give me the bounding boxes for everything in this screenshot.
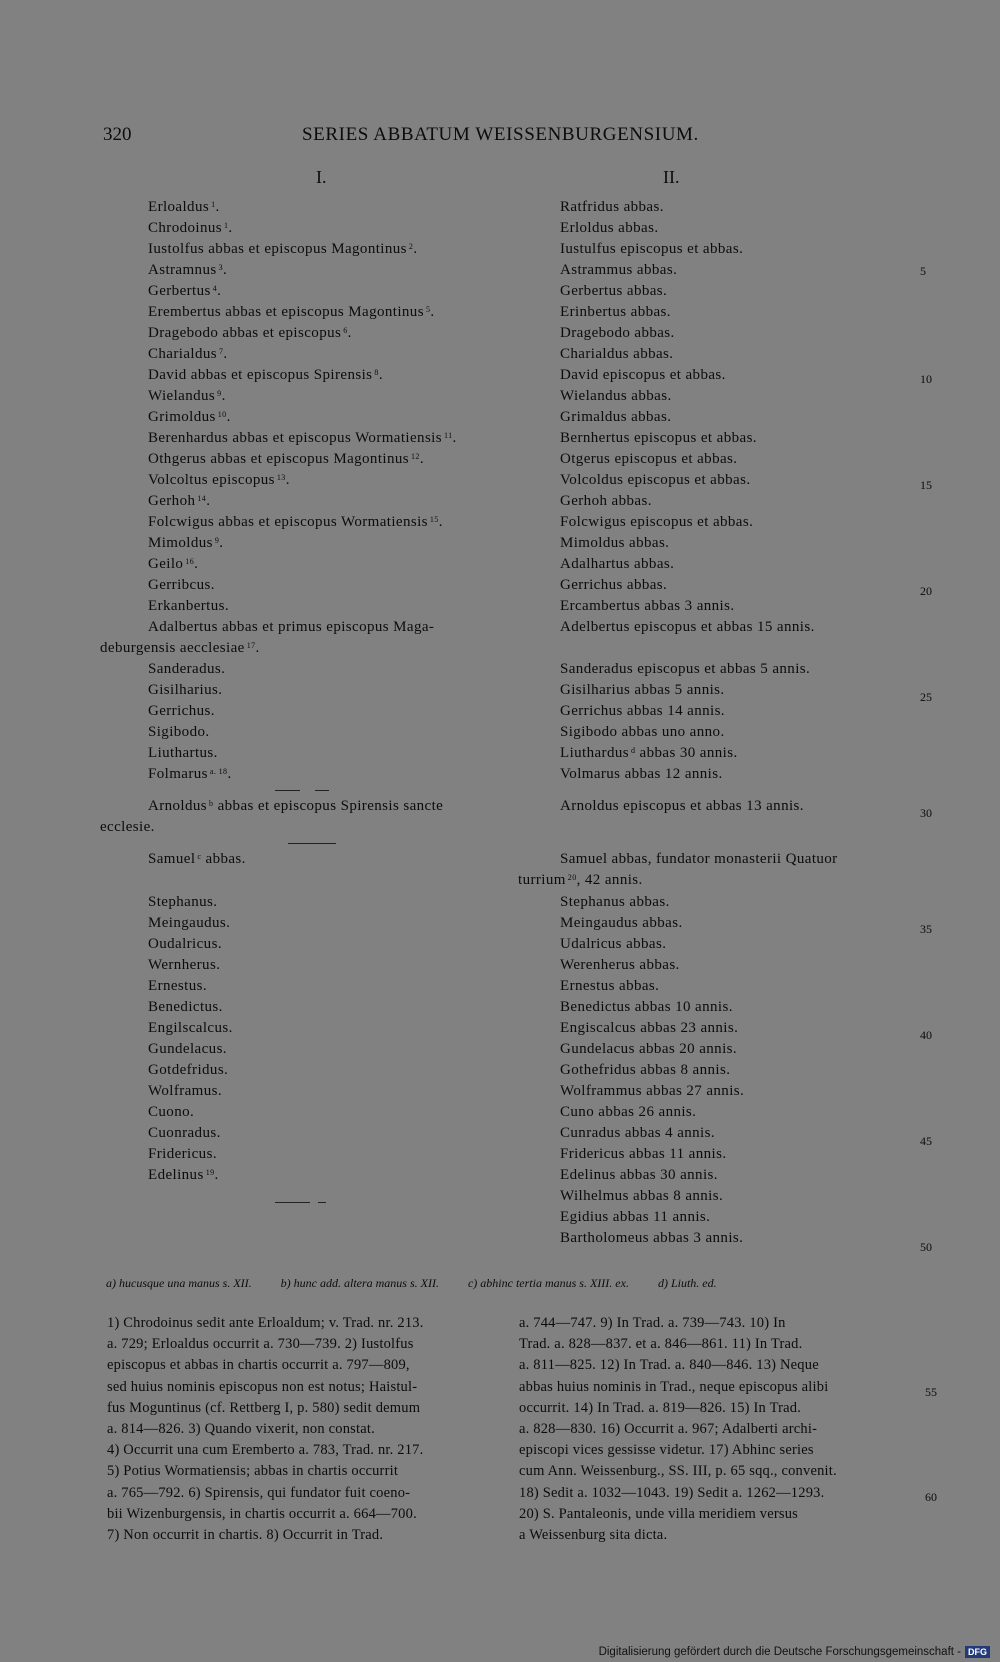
right-column-entry-text: Grimaldus abbas. (560, 409, 672, 425)
right-column-entry-text: Volmarus abbas 12 annis. (560, 766, 723, 782)
right-column-entry-text: Otgerus episcopus et abbas. (560, 451, 738, 467)
short-rule (318, 1202, 326, 1203)
left-column-entry (148, 239, 417, 260)
left-column-entry-suffix: . (227, 766, 232, 782)
right-column-entry-text: turrium (518, 872, 566, 888)
right-column-entry-text: Erloldus abbas. (560, 220, 659, 236)
right-column-entry (560, 218, 658, 239)
left-column-entry-suffix: . (413, 241, 418, 257)
left-column-entry (148, 365, 383, 386)
right-column-entry (560, 596, 735, 617)
short-rule (275, 790, 300, 791)
margin-line-number: 25 (920, 690, 932, 704)
right-column-entry (560, 1123, 715, 1144)
right-column-entry (560, 554, 674, 575)
right-column-entry (560, 407, 671, 428)
right-column-entry (560, 386, 672, 407)
left-column-entry-text: Iustolfus abbas et episcopus Magontinus (148, 241, 407, 257)
right-column-entry-text: Fridericus abbas 11 annis. (560, 1146, 727, 1162)
footnote-marker: 15 (429, 515, 439, 524)
left-column-entry-text: Stephanus. (148, 894, 218, 910)
right-column-entry (560, 449, 737, 470)
footnote-marker: 11 (443, 431, 453, 440)
left-column-entry-text: Edelinus (148, 1167, 204, 1183)
footnote-line: episcopus et abbas in chartis occurrit a. 797—809, (107, 1357, 410, 1374)
right-column-entry (560, 743, 738, 764)
footnote-line: 7) Non occurrit in chartis. 8) Occurrit in Trad. (107, 1527, 384, 1544)
left-column-entry (148, 596, 229, 617)
footnote-marker: 9 (217, 389, 222, 398)
margin-line-number: 15 (920, 478, 932, 492)
left-column-entry-suffix: . (226, 409, 231, 425)
left-column-entry (148, 554, 198, 575)
left-column-entry-text: ecclesie. (100, 819, 155, 835)
left-column-entry (148, 722, 210, 743)
page-number: 320 (103, 124, 132, 145)
footnote-marker: b (209, 799, 214, 808)
right-column-entry-text: Volcoldus episcopus et abbas. (560, 472, 751, 488)
short-rule (315, 790, 329, 791)
footnote-line: a. 811—825. 12) In Trad. a. 840—846. 13) Neque (519, 1357, 819, 1374)
left-column-entry (148, 281, 221, 302)
right-column-entry-text: Gerbertus abbas. (560, 283, 668, 299)
right-column-entry-text: Udalricus abbas. (560, 936, 667, 952)
right-column-entry-text: Dragebodo abbas. (560, 325, 675, 341)
footnote-marker: 14 (197, 494, 207, 503)
left-column-entry-text: Astramnus (148, 262, 217, 278)
apparatus-note: d) Liuth. ed. (657, 1276, 717, 1290)
footnote-marker: 17 (246, 641, 256, 650)
footnote-marker: 4 (212, 284, 218, 293)
right-column-entry-text: Benedictus abbas 10 annis. (560, 999, 733, 1015)
footnotes-left (107, 1313, 424, 1546)
left-column-entry-suffix: . (194, 556, 199, 572)
right-column-entry (560, 365, 726, 386)
margin-line-number: 60 (925, 1490, 937, 1504)
footnote-marker: 1 (211, 200, 216, 209)
left-column-entry (148, 323, 352, 344)
right-column-entry (560, 323, 675, 344)
left-column-entry-suffix: . (228, 220, 233, 236)
right-column-entry (560, 1081, 744, 1102)
right-column-entry (560, 722, 725, 743)
right-column-entry (560, 344, 673, 365)
left-column-entry (148, 849, 246, 870)
left-column-entry-text: Wernherus. (148, 957, 221, 973)
short-rule (288, 843, 336, 844)
right-column-entry (560, 533, 669, 554)
left-column-entry-suffix: . (378, 367, 383, 383)
short-rule (275, 1202, 310, 1203)
left-column-entry-text: Erkanbertus. (148, 598, 230, 614)
margin-line-number: 50 (920, 1240, 932, 1254)
footnote-marker: c (197, 852, 202, 861)
right-column-entry-text: Ernestus abbas. (560, 978, 660, 994)
left-column-entry-suffix: . (438, 514, 443, 530)
right-column-entry-text: Bernhertus episcopus et abbas. (560, 430, 757, 446)
footnote-marker: 10 (217, 410, 227, 419)
apparatus-note: a) hucusque una manus s. XII. (106, 1276, 252, 1290)
left-column-entry (148, 1018, 233, 1039)
right-column-entry-text: Liuthardus (560, 745, 629, 761)
left-column-entry-text: Dragebodo abbas et episcopus (148, 325, 342, 341)
left-column-entry-text: Cuono. (148, 1104, 195, 1120)
left-column-entry-text: Geilo (148, 556, 184, 572)
footnote-line: a. 744—747. 9) In Trad. a. 739—743. 10) In (519, 1315, 786, 1331)
left-column-entry-suffix: . (223, 262, 228, 278)
right-column-entry-text: Folcwigus episcopus et abbas. (560, 514, 754, 530)
left-column-entry (148, 997, 223, 1018)
footnote-marker: 13 (276, 473, 286, 482)
left-column-entry-text: Fridericus. (148, 1146, 217, 1162)
right-column-entry-text: Gundelacus abbas 20 annis. (560, 1041, 738, 1057)
left-column-entry-suffix: . (223, 346, 228, 362)
footnote-marker: 1 (224, 221, 229, 230)
footnote-line: 20) S. Pantaleonis, unde villa meridiem versus (519, 1505, 799, 1522)
footnote-line: 18) Sedit a. 1032—1043. 19) Sedit a. 1262—1293. (519, 1484, 825, 1501)
left-column-entry (148, 512, 443, 533)
right-column-entry (560, 491, 652, 512)
margin-line-number: 45 (920, 1134, 932, 1148)
right-column-entry-text: Edelinus abbas 30 annis. (560, 1167, 718, 1183)
left-column-entry (148, 428, 457, 449)
left-column-entry-text: Othgerus abbas et episcopus Magontinus (148, 451, 409, 467)
left-column-entry (148, 218, 233, 239)
left-column-entry-text: Gundelacus. (148, 1041, 227, 1057)
right-column-entry-text: Iustulfus episcopus et abbas. (560, 241, 744, 257)
left-column-entry (148, 659, 225, 680)
left-column-entry (148, 796, 443, 817)
left-column-entry-text: Gisilharius. (148, 682, 223, 698)
footnote-marker: 12 (411, 452, 420, 461)
footnote-marker: 3 (218, 263, 224, 272)
right-column-entry (560, 934, 666, 955)
left-column-entry (148, 1144, 217, 1165)
right-column-entry-text: Cunradus abbas 4 annis. (560, 1125, 716, 1141)
footnote-marker: d (631, 746, 636, 755)
left-column-entry-suffix: . (255, 640, 260, 656)
left-column-entry-text: Oudalricus. (148, 936, 222, 952)
left-column-entry (148, 386, 226, 407)
footnote-marker: 5 (425, 305, 431, 314)
right-column-entry (560, 701, 725, 722)
dfg-logo: DFG (965, 1646, 990, 1658)
right-column-entry-text: Meingaudus abbas. (560, 915, 683, 931)
left-column-entry-suffix: . (419, 451, 424, 467)
left-column-entry-text: Wolframus. (148, 1083, 223, 1099)
right-column-entry (560, 1039, 737, 1060)
left-column-entry-text: Folmarus (148, 766, 208, 782)
apparatus-note: c) abhinc tertia manus s. XIII. ex. (467, 1276, 629, 1290)
right-column-entry-text: Werenherus abbas. (560, 957, 680, 973)
left-column-entry-text: Erembertus abbas et episcopus Magontinus (148, 304, 424, 320)
margin-line-number: 10 (920, 372, 932, 386)
footnote-line: a. 814—826. 3) Quando vixerit, non constat. (107, 1421, 375, 1438)
left-column-entry (148, 260, 227, 281)
left-column-entry-text: Chrodoinus (148, 220, 223, 236)
left-column-entry-text: Cuonradus. (148, 1125, 221, 1141)
margin-line-number: 20 (920, 584, 932, 598)
left-column-entry-suffix: . (430, 304, 435, 320)
left-column-entry (100, 638, 260, 659)
right-column-entry (560, 1165, 718, 1186)
left-column-entry (148, 1081, 222, 1102)
left-column-entry-text: Erloaldus (148, 199, 210, 215)
right-column-entry-text: Gothefridus abbas 8 annis. (560, 1062, 731, 1078)
right-column-entry-text: Wilhelmus abbas 8 annis. (560, 1188, 724, 1204)
left-column-entry-suffix: abbas et episcopus Spirensis sancte (213, 798, 444, 814)
left-column-entry-text: Gerribcus. (148, 577, 215, 593)
footnote-line: 4) Occurrit una cum Eremberto a. 783, Trad. nr. 217. (107, 1442, 424, 1459)
column-heading-left: I. (316, 167, 327, 187)
left-column-entry-text: Adalbertus abbas et primus episcopus Maga- (148, 619, 435, 635)
margin-line-number: 5 (920, 264, 926, 278)
left-column-entry-text: David abbas et episcopus Spirensis (148, 367, 373, 383)
left-column-entry-text: Meingaudus. (148, 915, 231, 931)
left-column-entry-text: Mimoldus (148, 535, 213, 551)
right-column-entry-suffix: , 42 annis. (576, 872, 643, 888)
left-column-entry-text: Wielandus (148, 388, 216, 404)
left-column-entry-text: deburgensis aecclesiae (100, 640, 245, 656)
right-column-entry-text: Gerrichus abbas. (560, 577, 668, 593)
left-column-entry (148, 1102, 194, 1123)
right-column-entry (560, 976, 659, 997)
right-column-entry-text: Gerrichus abbas 14 annis. (560, 703, 725, 719)
left-column-entry-text: Benedictus. (148, 999, 223, 1015)
left-column-entry-text: Gotdefridus. (148, 1062, 229, 1078)
right-column-entry (560, 1186, 723, 1207)
right-column-entry (560, 849, 838, 870)
right-column-entry (560, 680, 725, 701)
left-column-entry (148, 407, 231, 428)
left-column-entry-text: Engilscalcus. (148, 1020, 233, 1036)
left-column-entry (148, 470, 290, 491)
left-column-entry-text: Volcoltus episcopus (148, 472, 275, 488)
right-column-entry (560, 239, 743, 260)
left-column-entry-suffix: . (217, 283, 222, 299)
right-column-entry-text: Cuno abbas 26 annis. (560, 1104, 697, 1120)
right-column-entry-text: Stephanus abbas. (560, 894, 670, 910)
right-column-entry (560, 470, 750, 491)
left-column-entry-text: Grimoldus (148, 409, 216, 425)
footnote-marker: 9 (214, 536, 220, 545)
footnote-line: occurrit. 14) In Trad. a. 819—826. 15) In Trad. (519, 1399, 802, 1416)
left-column-entry-suffix: . (206, 493, 211, 509)
right-column-entry (560, 512, 753, 533)
footnote-line: 1) Chrodoinus sedit ante Erloaldum; v. Trad. nr. 213. (107, 1315, 424, 1331)
left-column-entry-text: Gerrichus. (148, 703, 215, 719)
margin-line-number: 40 (920, 1028, 932, 1042)
left-column-entry-text: Liuthartus. (148, 745, 218, 761)
left-column-entry (148, 1165, 219, 1186)
right-column-entry (560, 997, 733, 1018)
right-column-entry (560, 428, 757, 449)
left-column-entry-text: Arnoldus (148, 798, 208, 814)
right-column-entry (560, 575, 667, 596)
left-column-entry (148, 743, 218, 764)
footnote-line: abbas huius nominis in Trad., neque episcopus alibi (519, 1378, 829, 1395)
left-column-entry (148, 575, 215, 596)
left-column-entry-text: Ernestus. (148, 978, 208, 994)
footnote-line: sed huius nominis episcopus non est notus; Haistul- (107, 1378, 418, 1395)
right-column-entry (518, 870, 643, 891)
footnote-marker: a. 18 (209, 767, 228, 776)
footnote-line: bii Wizenburgensis, in chartis occurrit a. 664—700. (107, 1505, 417, 1522)
left-column-entry (148, 1039, 227, 1060)
right-column-entry-text: Arnoldus episcopus et abbas 13 annis. (560, 798, 804, 814)
right-column-entry (560, 955, 680, 976)
footnote-marker: 7 (219, 347, 224, 356)
footnote-marker: 6 (343, 326, 348, 335)
right-column-entry (560, 1144, 726, 1165)
right-column-entry-text: Charialdus abbas. (560, 346, 674, 362)
right-column-entry (560, 1060, 730, 1081)
footnote-marker: 2 (408, 242, 414, 251)
footnote-line: a Weissenburg sita dicta. (519, 1527, 668, 1544)
footnote-line: cum Ann. Weissenburg., SS. III, p. 65 sqq., convenit. (519, 1463, 837, 1480)
left-column-entry (148, 197, 220, 218)
right-column-entry-text: Engiscalcus abbas 23 annis. (560, 1020, 739, 1036)
right-column-entry (560, 302, 671, 323)
right-column-entry-text: Wolframmus abbas 27 annis. (560, 1083, 745, 1099)
right-column-entry (560, 892, 670, 913)
right-column-entry-text: Egidius abbas 11 annis. (560, 1209, 711, 1225)
footnote-marker: 20 (567, 873, 577, 882)
right-column-entry-text: David episcopus et abbas. (560, 367, 726, 383)
left-column-entry-suffix: . (221, 388, 226, 404)
left-column-entry (148, 491, 210, 512)
left-column-entry (148, 617, 434, 638)
footnote-line: a. 765—792. 6) Spirensis, qui fundator fuit coeno- (107, 1484, 411, 1501)
right-column-entry (560, 617, 815, 638)
left-column-entry (148, 934, 222, 955)
right-column-entry (560, 659, 810, 680)
footnote-line: 5) Potius Wormatiensis; abbas in chartis occurrit (107, 1463, 399, 1480)
left-column-entry (148, 701, 215, 722)
left-column-entry-suffix: abbas. (201, 851, 246, 867)
left-column-entry-suffix: . (452, 430, 457, 446)
left-column-entry-suffix: . (347, 325, 352, 341)
right-column-entry-text: Gisilharius abbas 5 annis. (560, 682, 725, 698)
left-column-entry (100, 817, 155, 838)
left-column-entry (148, 449, 424, 470)
left-column-entry (148, 302, 435, 323)
left-column-entry (148, 976, 207, 997)
margin-line-number: 55 (925, 1385, 937, 1399)
left-column-entry (148, 533, 223, 554)
right-column-entry (560, 1207, 710, 1228)
left-column-entry-text: Sanderadus. (148, 661, 226, 677)
left-column-entry-text: Sigibodo. (148, 724, 210, 740)
footnote-line: a. 729; Erloaldus occurrit a. 730—739. 2) Iustolfus (107, 1336, 414, 1353)
margin-line-number: 30 (920, 806, 932, 820)
footnote-line: fus Moguntinus (cf. Rettberg I, p. 580) sedit demum (107, 1399, 421, 1416)
right-column-entry-text: Sigibodo abbas uno anno. (560, 724, 725, 740)
right-column-entry (560, 197, 664, 218)
right-column-entry (560, 1102, 696, 1123)
right-column-entry-text: Gerhoh abbas. (560, 493, 652, 509)
footnote-marker: 8 (374, 368, 379, 377)
left-column-entry-text: Gerbertus (148, 283, 211, 299)
right-column-entry-suffix: abbas 30 annis. (635, 745, 738, 761)
footnotes-right (519, 1313, 837, 1546)
margin-line-number: 35 (920, 922, 932, 936)
footnote-line: Trad. a. 828—837. et a. 846—861. 11) In Trad. (519, 1336, 803, 1353)
left-column-entry-text: Gerhoh (148, 493, 196, 509)
right-column-entry (560, 1018, 738, 1039)
right-column-entry (560, 913, 683, 934)
column-heading-right: II. (663, 167, 680, 187)
apparatus-note: b) hunc add. altera manus s. XII. (280, 1276, 439, 1290)
right-column-entry-text: Sanderadus episcopus et abbas 5 annis. (560, 661, 811, 677)
right-column-entry-text: Adalhartus abbas. (560, 556, 675, 572)
footer-text: Digitalisierung gefördert durch die Deutsche Forschungsgemeinschaft - (598, 1646, 961, 1658)
right-column-entry-text: Adelbertus episcopus et abbas 15 annis. (560, 619, 815, 635)
left-column-entry (148, 680, 222, 701)
left-column-entry (148, 344, 228, 365)
page-title: SERIES ABBATUM WEISSENBURGENSIUM. (302, 124, 699, 145)
right-column-entry-text: Mimoldus abbas. (560, 535, 670, 551)
right-column-entry-text: Bartholomeus abbas 3 annis. (560, 1230, 744, 1246)
right-column-entry-text: Erinbertus abbas. (560, 304, 671, 320)
left-column-entry (148, 764, 232, 785)
left-column-entry-suffix: . (285, 472, 290, 488)
footnote-marker: 16 (185, 557, 195, 566)
left-column-entry (148, 955, 220, 976)
left-column-entry (148, 1060, 228, 1081)
right-column-entry (560, 260, 677, 281)
footnote-line: a. 828—830. 16) Occurrit a. 967; Adalberti archi- (519, 1421, 818, 1438)
left-column-entry-suffix: . (219, 535, 224, 551)
left-column-entry-text: Folcwigus abbas et episcopus Wormatiensis (148, 514, 428, 530)
footnote-line: episcopi vices gessisse videtur. 17) Abhinc series (519, 1442, 814, 1459)
right-column-entry (560, 764, 723, 785)
left-column-entry (148, 892, 217, 913)
left-column-entry-text: Samuel (148, 851, 196, 867)
right-column-entry-text: Wielandus abbas. (560, 388, 672, 404)
left-column-entry (148, 1123, 221, 1144)
right-column-entry (560, 1228, 743, 1249)
footnote-marker: 19 (205, 1168, 215, 1177)
left-column-entry-suffix: . (215, 199, 220, 215)
right-column-entry-text: Ercambertus abbas 3 annis. (560, 598, 735, 614)
right-column-entry (560, 796, 804, 817)
right-column-entry-text: Astrammus abbas. (560, 262, 678, 278)
right-column-entry (560, 281, 667, 302)
right-column-entry-text: Samuel abbas, fundator monasterii Quatuor (560, 851, 838, 867)
right-column-entry-text: Ratfridus abbas. (560, 199, 664, 215)
apparatus-notes (106, 1276, 743, 1291)
left-column-entry-text: Berenhardus abbas et episcopus Wormatiensis (148, 430, 442, 446)
left-column-entry (148, 913, 230, 934)
left-column-entry-suffix: . (214, 1167, 219, 1183)
left-column-entry-text: Charialdus (148, 346, 217, 362)
footer (599, 1646, 990, 1658)
